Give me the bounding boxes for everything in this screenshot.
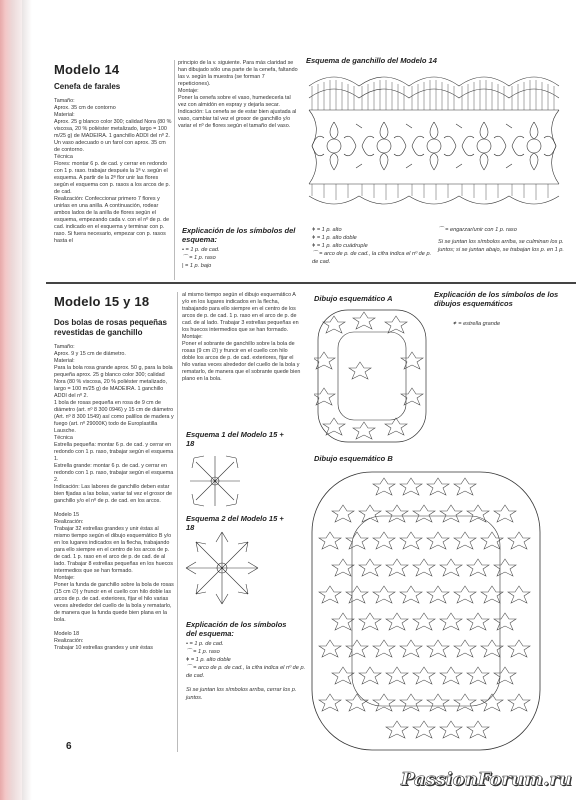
star-motif [346,586,368,603]
legend-item: ⌒ = 1 p. raso [186,649,220,655]
legend-item: ⌒ = engarzar/unir con 1 p. raso [438,227,517,233]
star-motif [413,667,435,684]
schema2-diagram [182,528,262,608]
star-motif [440,505,462,522]
model14-legend-list-1 [182,246,292,270]
magazine-page [32,0,582,800]
star-motif [319,694,341,711]
model15-legend-title: Explicación de los símbolos del esquema: [186,620,287,638]
star-motif [332,559,354,576]
star-motif [359,613,381,630]
star-motif [454,478,476,495]
legend-item: | = 1 p. bajo [182,263,212,269]
star-motif [413,613,435,630]
model14-legend-list-3 [438,226,566,254]
star-motif [467,721,489,738]
star-motif [467,559,489,576]
star-motif [332,505,354,522]
model14-diagram-title: Esquema de ganchillo del Modelo 14 [306,56,437,65]
star-motif [373,694,395,711]
star-motif [400,640,422,657]
magazine-edge [0,0,22,800]
schema2-title: Esquema 2 del Modelo 15 + 18 [186,514,284,532]
star-motif [386,613,408,630]
model14-crochet-diagram [304,66,564,214]
star-motif [319,640,341,657]
star-motif [427,640,449,657]
star-motif [454,694,476,711]
star-motif [386,505,408,522]
model15-legend-list [186,640,306,702]
star-motif [440,721,462,738]
legend-item: ǂ = 1 p. alto [312,227,342,233]
star-motif [508,694,530,711]
column-divider [177,292,178,752]
star-motif [346,694,368,711]
star-motif [400,694,422,711]
legend-item: • = 1 p. de cad. [182,247,220,253]
legend-item: ǂ = 1 p. alto cuádruple [312,243,368,249]
legend-item: ⌒ = 1 p. raso [182,255,216,261]
drawing-a-diagram [314,306,430,446]
model14-title: Modelo 14 [54,62,120,77]
legend-item: ⌒ = arco de p. de cad., la cifra indica el nº de p. de cad. [312,251,432,265]
star-motif [413,559,435,576]
star-motif [332,667,354,684]
star-motif [427,532,449,549]
column-divider [174,60,175,280]
legend-a-item: ✶ = estrella grande [452,321,501,327]
star-motif [427,586,449,603]
model15-subtitle: Dos bolas de rosas pequeñas revestidas de ganchillo [54,318,167,337]
legend-a-title: Explicación de los símbolos de los dibujos esquemáticos [434,290,559,308]
star-motif [454,640,476,657]
page-number: 6 [66,741,72,752]
star-motif [508,586,530,603]
star-motif [454,532,476,549]
star-motif [319,532,341,549]
star-motif [454,586,476,603]
star-motif [400,532,422,549]
star-motif [346,640,368,657]
star-motif [413,505,435,522]
model14-column-2: principio de la v. siguiente. Para más claridad se han dibujado sólo una parte de la cenefa, faltando las v. según la muestra (se forman 7 repeticiones). Montaje: Poner la cenefa sobre el vaso, humedecerla tal vez con almidón en espray y dejarla secar. Indicación: La cenefa se de estar bien ajustada al vaso, cambiar tal vez el grosor de ganchillo y/o variar el nº de flores según el tamaño del vaso. [178,60,298,129]
star-motif [400,586,422,603]
star-motif [494,505,516,522]
star-motif [386,667,408,684]
drawing-b-diagram [308,466,544,756]
star-motif [467,667,489,684]
page-gutter [22,0,32,800]
legend-note: Si se juntan los símbolos arriba, se culminan los p. juntos; si se juntan abajo, se trabajan los p. en 1 p. [438,239,564,253]
star-motif [508,532,530,549]
star-motif [359,667,381,684]
model15-title: Modelo 15 y 18 [54,294,150,309]
star-motif [400,478,422,495]
star-motif [346,532,368,549]
star-motif [467,613,489,630]
star-motif [413,721,435,738]
star-motif [494,559,516,576]
model15-column-1: Tamaño: Aprox. 9 y 15 cm de diámetro. Material: Para la bola rosa grande aprox. 50 g, para la bola pequeña aprox. 25 g blanco color 300; calidad Nora (80 % viscosa, 20 % poliéster metalizado, largo = 100 m/25 g) de MADEIRA. 1 ganchillo ADDI del nº 2. 1 bola de rosas pequeña en rosa de 9 cm de diámetro (art. nº 8 300 0946) y 15 cm de diámetro (Art. nº 8 300 1549) así como palillos de madera y fuego (art. nº 29000K) todo de Europlastilla Lausche. Técnica Estrella pequeña: montar 6 p. de cad. y cerrar en redondo con 1 p. raso, trabajar según el esquema 1. Estrella grande: montar 6 p. de cad. y cerrar en redondo con 1 p. raso, trabajar según el esquema 2. Indicación: Las labores de ganchillo deben estar bien fijadas a las bolas, variar tal vez el grosor de ganchillo y/o el nº de p. de cad. en los arcos. Modelo 15 Realización: Trabajar 32 estrellas grandes y unir éstas al mismo tiempo según el dibujo esquemático B y/o en los lugares indicados en la flecha, trabajando para ello siempre en el centro de los arcos de p. de cad. 1 p. raso en el arco de p. de cad. de al lado. Trabajar 8 estrellas pequeñas en los huecos intermedios que se han formado. Montaje: Poner la funda de ganchillo sobre la bola de rosas (15 cm ∅) y fruncir en el cuello con hilo doble las arcos de p. de cad. exteriores, fijar el hilo varias veces alrededor del cuello de la bola y rematarlo, de manera que la funda quede bien plana en la bola. Modelo 18 Realización: Trabajar 10 estrellas grandes y unir éstas [54,344,174,651]
star-motif [373,586,395,603]
star-motif [359,505,381,522]
star-motif [440,667,462,684]
star-motif [494,667,516,684]
model14-column-1: Tamaño: Aprox. 35 cm de contorno Material: Aprox. 25 g blanco color 300; calidad Nora (80 % viscosa, 20 % poliéster metalizado, largo = 100 m/25 g) de MADEIRA. 1 ganchillo ADDI del nº 2. Un vaso adecuado o un farol con aprox. 35 cm de contorno. Técnica Flores: montar 6 p. de cad. y cerrar en redondo con 1 p. raso. trabajar después la 1ª v. según el esquema. A partir de la 2ª flor unir las flores según el esquema con p. rasos a los arcos de p. de cad. Realización: Confeccionar primero 7 flores y unirlas en una anilla. A continuación, rodear ambos lados de la anilla de flores según el esquema, empezando cada v. con el nº de p. de cad. indicado en el esquema y terminar con p. raso. Si fuera necesario, empezar con p. rasos hasta el [54,98,172,244]
star-motif [467,505,489,522]
schema1-diagram [188,454,242,508]
drawing-b-title: Dibujo esquemático B [314,454,393,463]
star-motif [332,613,354,630]
schema1-title: Esquema 1 del Modelo 15 + 18 [186,430,284,448]
legend-item: ⌒ = arco de p. de cad., la cifra indica el nº de p. de cad. [186,665,306,679]
legend-note: Si se juntan los símbolos arriba, cerrar los p. juntos. [186,687,297,701]
legend-item: ǂ = 1 p. alto doble [312,235,357,241]
legend-item: • = 1 p. de cad. [186,641,224,647]
star-motif [440,613,462,630]
section-divider [46,282,576,284]
model14-subtitle: Cenefa de farales [54,82,121,91]
star-motif [386,559,408,576]
star-motif [373,532,395,549]
star-motif [373,478,395,495]
star-motif [373,640,395,657]
model14-legend-title: Explicación de los símbolos del esquema: [182,226,296,244]
star-motif [494,613,516,630]
model15-column-2: al mismo tiempo según el dibujo esquemático A y/o en los lugares indicados en la flecha, trabajando para ello siempre en el centro de los arcos de p. de cad. 1 p. raso en el arco de p. de cad. de al lado. Trabajar 3 estrellas pequeñas en los huecos intermedios que se han formado. Montaje: Poner el sobrante de ganchillo sobre la bola de rosas (9 cm ∅) y fruncir en el cuello con hilo doble los arcos de p. de cad. exteriores, fijar el hilo varias veces alrededor del cuello de la bola y rematarlo, de manera que el sobrante quede bien plano en la bola. [182,292,301,382]
legend-item: ǂ = 1 p. alto doble [186,657,231,663]
star-motif [427,694,449,711]
star-motif [508,640,530,657]
watermark-logo: PassionForum.ru [400,769,572,790]
star-motif [359,559,381,576]
drawing-a-title: Dibujo esquemático A [314,294,393,303]
star-motif [386,721,408,738]
star-motif [319,586,341,603]
model14-legend-list-2 [312,226,432,266]
star-motif [440,559,462,576]
star-motif [427,478,449,495]
